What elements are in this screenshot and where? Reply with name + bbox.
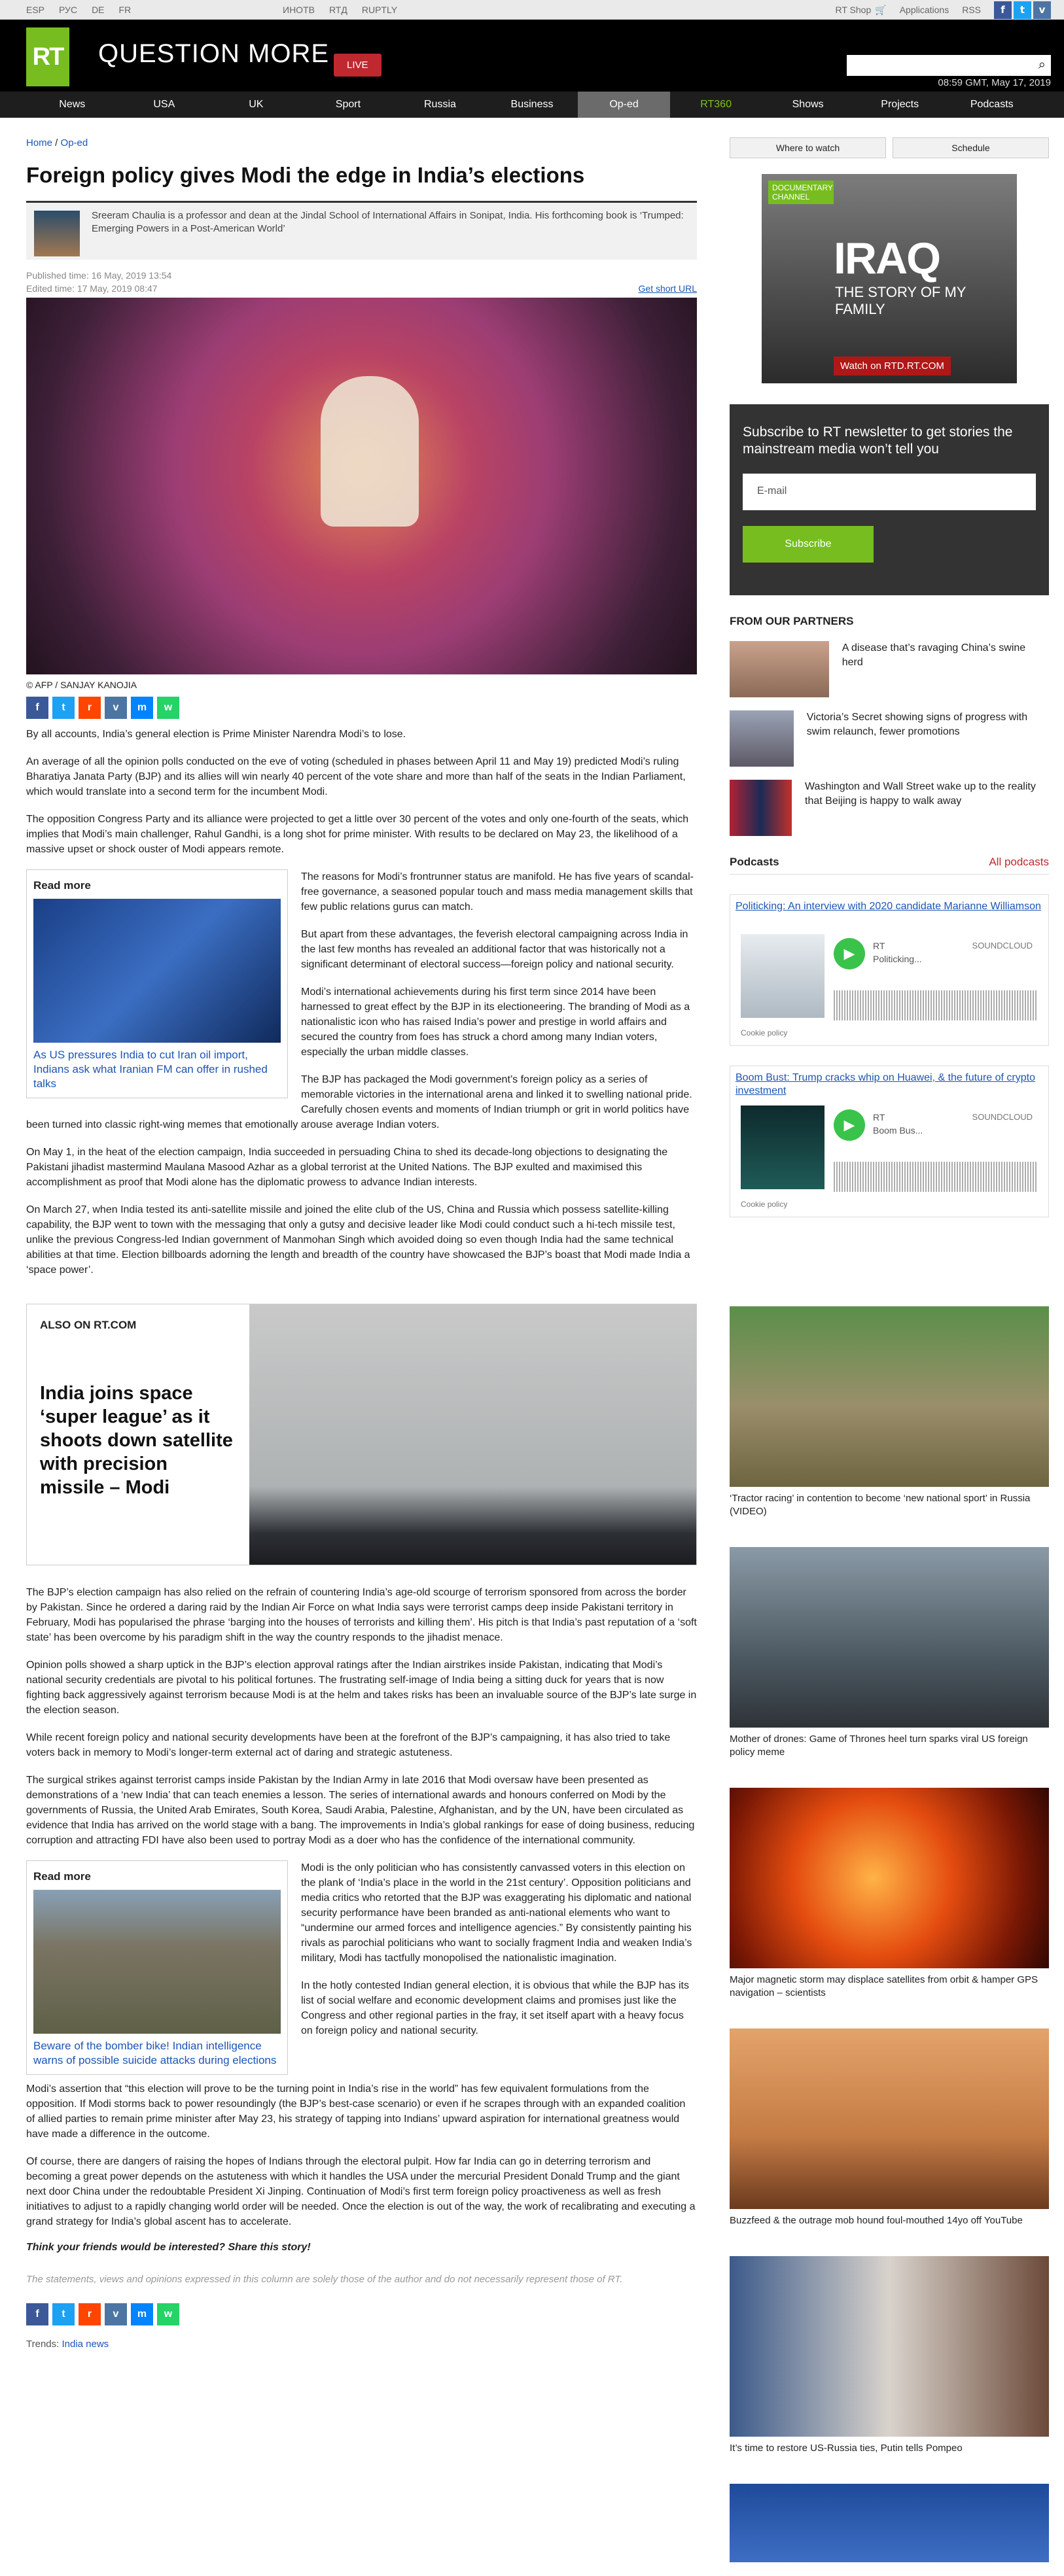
twitter-icon[interactable]: t xyxy=(1014,1,1031,19)
facebook-share-icon[interactable]: f xyxy=(26,697,48,719)
ad-title: IRAQ xyxy=(834,234,940,283)
main-nav xyxy=(0,92,1064,118)
news-card[interactable] xyxy=(730,1306,1049,1518)
search-input[interactable] xyxy=(847,55,1051,76)
partner-image[interactable] xyxy=(730,780,792,836)
rt-logo[interactable]: RT xyxy=(26,27,69,86)
lang-esp[interactable]: ESP xyxy=(26,5,45,15)
play-icon[interactable]: ▶ xyxy=(834,938,865,969)
ad-cta[interactable]: Watch on RTD.RT.COM xyxy=(834,357,951,375)
article-paragraph: Of course, there are dangers of raising the hopes of Indians through the electoral pulpit. How far India can go in deterring terrorism and becoming a great power depends on the astuteness with which it handles the USA under the mercurial President Donald Trump and the giant next door China under the redoubtable President Xi Jinping. Continuation of Modi’s first term foreign policy proactiveness as well as fresh initiatives to adjust to a rapidly changing world order will be needed. Once the election is out of the way, the work of recalibrating and executing a grand strategy for India’s global ascent has to accelerate. xyxy=(26,2156,696,2227)
card-image[interactable] xyxy=(730,2484,1049,2562)
podcast-episode: Politicking... xyxy=(873,954,922,964)
cart-icon: 🛒 xyxy=(875,4,887,15)
rss-link[interactable]: RSS xyxy=(962,5,981,15)
live-button[interactable]: LIVE xyxy=(334,54,381,77)
podcasts-header xyxy=(730,856,1049,875)
podcast-artwork[interactable] xyxy=(741,1105,825,1189)
top-tools xyxy=(836,0,1051,20)
article-paragraph: An average of all the opinion polls conducted on the eve of voting (scheduled in phases between April 11 and May 19) predicted Modi’s ruling Bharatiya Janata Party (BJP) and its allies will win nearly 40 percent of the vote share and more than half of the seats in the Indian Parliament, which would translate into a second term for the incumbent Modi. xyxy=(26,756,686,797)
nav-projects[interactable]: Projects xyxy=(881,99,919,110)
whatsapp-share-icon[interactable]: w xyxy=(157,2303,179,2325)
podcast-channel[interactable]: RT xyxy=(873,941,885,951)
author-box xyxy=(26,201,697,260)
newsletter-box xyxy=(730,404,1049,595)
facebook-icon[interactable]: f xyxy=(994,1,1012,19)
article-lead: By all accounts, India’s general election is Prime Minister Narendra Modi’s to lose. xyxy=(26,729,406,740)
read-more-box xyxy=(26,869,288,1098)
article-paragraph: While recent foreign policy and national security developments have been at the forefront of the BJP’s campaigning, it has also tried to take voters back in memory to Modi’s longer-term external act of daring and strategic astuteness. xyxy=(26,1732,671,1758)
article-column xyxy=(26,118,697,2350)
nav-uk[interactable]: UK xyxy=(249,99,264,110)
read-more-image[interactable] xyxy=(33,899,281,1043)
trends-link[interactable]: India news xyxy=(62,2339,109,2350)
vk-share-icon[interactable]: v xyxy=(105,697,127,719)
waveform[interactable] xyxy=(834,990,1038,1020)
card-image[interactable] xyxy=(730,2028,1049,2209)
twitter-share-icon[interactable]: t xyxy=(52,697,75,719)
tagline: QUESTION MORE xyxy=(98,39,330,68)
edited-time: Edited time: 17 May, 2019 08:47 xyxy=(26,283,158,294)
read-more-label: Read more xyxy=(33,879,91,892)
also-title[interactable]: India joins space ‘super league’ as it shoots down satellite with precision missile – Modi xyxy=(40,1383,233,1498)
podcast-title[interactable]: Politicking: An interview with 2020 candidate Marianne Williamson xyxy=(736,901,1041,912)
ad-subtitle: THE STORY OF MY FAMILY xyxy=(835,284,966,317)
published-time: Published time: 16 May, 2019 13:54 xyxy=(26,270,172,281)
search-icon[interactable]: ⌕ xyxy=(1038,58,1046,72)
ad-channel: DOCUMENTARY CHANNEL xyxy=(768,181,834,204)
article-paragraph: In the hotly contested Indian general election, it is obvious that while the BJP has its list of social welfare and economic development claims and promises just like the Congress and other regional parties in the fray, it set itself apart with a heavy focus on foreign policy and national security. xyxy=(301,1980,689,2036)
share-bar-top xyxy=(26,697,697,719)
partner-rtd[interactable]: RTД xyxy=(328,5,347,15)
vk-icon[interactable]: v xyxy=(1033,1,1051,19)
lang-rus[interactable]: РУС xyxy=(59,5,78,15)
partner-item[interactable] xyxy=(730,780,1049,836)
lang-de[interactable]: DE xyxy=(92,5,105,15)
podcast-channel[interactable]: RT xyxy=(873,1112,885,1123)
share-bar-bottom xyxy=(26,2303,697,2325)
short-url-link[interactable]: Get short URL xyxy=(638,283,697,294)
partner-item[interactable] xyxy=(730,641,1049,697)
share-prompt: Think your friends would be interested? Share this story! xyxy=(26,2242,311,2253)
datetime: 08:59 GMT, May 17, 2019 xyxy=(938,77,1051,88)
reddit-share-icon[interactable]: r xyxy=(79,697,101,719)
news-card[interactable] xyxy=(730,2484,1049,2562)
disclaimer: The statements, views and opinions expressed in this column are solely those of the author and do not necessarily represent those of RT. xyxy=(26,2274,623,2285)
read-more-label: Read more xyxy=(33,1870,91,1883)
partner-ruptly[interactable]: RUPTLY xyxy=(361,5,398,15)
partner-item[interactable] xyxy=(730,710,1049,767)
rt-shop-link[interactable]: RT Shop xyxy=(835,5,872,15)
hero-image xyxy=(26,298,697,674)
article-dates xyxy=(26,269,697,295)
read-more-image[interactable] xyxy=(33,1890,281,2034)
card-image[interactable] xyxy=(730,1306,1049,1487)
nav-usa[interactable]: USA xyxy=(153,99,175,110)
article-paragraph: On May 1, in the heat of the election campaign, India succeeded in persuading China to shed its decade-long objections to designating the Pakistani jihadist mastermind Maulana Masood Azhar as a global terrorist at the United Nations. The BJP exulted and maximised this accomplishment as proof that Modi alone has the diplomatic prowess to advance Indian interests. xyxy=(26,1147,668,1188)
also-label: ALSO ON RT.COM xyxy=(40,1319,137,1331)
rtd-ad-banner[interactable] xyxy=(762,174,1017,383)
nav-sport[interactable]: Sport xyxy=(335,99,361,110)
photo-credit: © AFP / SANJAY KANOJIA xyxy=(26,680,137,690)
cookie-policy-link[interactable]: Cookie policy xyxy=(741,1200,788,1209)
cookie-policy-link[interactable]: Cookie policy xyxy=(741,1028,788,1037)
also-on-rt-box[interactable] xyxy=(26,1304,697,1565)
nav-podcasts[interactable]: Podcasts xyxy=(970,99,1014,110)
news-card[interactable] xyxy=(730,1547,1049,1759)
sidebar xyxy=(730,137,1049,2562)
partner-title[interactable]: A disease that’s ravaging China’s swine herd xyxy=(842,642,1026,668)
facebook-share-icon[interactable]: f xyxy=(26,2303,48,2325)
partner-inotv[interactable]: ИНОТВ xyxy=(283,5,315,15)
read-more-link[interactable]: Beware of the bomber bike! Indian intelligence warns of possible suicide attacks during elections xyxy=(33,2040,277,2066)
nav-business[interactable]: Business xyxy=(510,99,554,110)
card-image[interactable] xyxy=(730,2256,1049,2437)
partner-links xyxy=(283,5,397,15)
language-links xyxy=(26,5,131,15)
article-paragraph: Modi’s international achievements during his first term since 2014 have been harnessed to great effect by the BJP in its electioneering. The branding of Modi as a nationalistic icon who has raised India’s power and prestige in world affairs and secured the country from foes has struck a chord among many Indian voters, especially the urban middle classes. xyxy=(301,986,690,1058)
article-paragraph: Modi is the only politician who has consistently canvassed voters in this election on the plank of ‘India’s place in the world in the 21st century’. Opposition politicians and media critics who retorted that the BJP was exaggerating his diplomatic and national security performance have been branded as anti-national elements who want to “undermine our armed forces and intelligence agencies.” By consistently painting his rivals as parochial politicians who want to socially fragment India and weaken India’s military, Modi has tactfully monopolised the nationalistic imagination. xyxy=(301,1862,692,1964)
masthead xyxy=(0,20,1064,92)
nav-news[interactable]: News xyxy=(59,99,86,110)
applications-link[interactable]: Applications xyxy=(899,5,949,15)
article-paragraph: But apart from these advantages, the feverish electoral campaigning across India in the last few months has revealed an additional factor that was historically not a significant determinant of electoral success—foreign policy and national security. xyxy=(301,929,688,970)
twitter-share-icon[interactable]: t xyxy=(52,2303,75,2325)
read-more-box xyxy=(26,1860,288,2075)
messenger-share-icon[interactable]: m xyxy=(131,2303,153,2325)
newsletter-title: Subscribe to RT newsletter to get stories the mainstream media won’t tell you xyxy=(743,425,1013,457)
play-icon[interactable]: ▶ xyxy=(834,1109,865,1141)
messenger-share-icon[interactable]: m xyxy=(131,697,153,719)
schedule-buttons xyxy=(730,137,1049,158)
top-utility-bar xyxy=(0,0,1064,20)
nav-rt360[interactable]: RT360 xyxy=(700,99,732,110)
whatsapp-share-icon[interactable]: w xyxy=(157,697,179,719)
podcast-meta xyxy=(873,1111,923,1137)
podcast-meta xyxy=(873,939,922,966)
podcasts-heading: Podcasts xyxy=(730,856,779,868)
article-paragraph: Modi’s assertion that “this election will prove to be the turning point in India’s rise in the world” has few equivalent formulations from the opposition. If Modi storms back to power resoundingly (the BJP’s best-case scenario) or even if he scrapes through with an expanded coalition of allied parties to remain prime minister after May 23, his strategy of tapping into Indians’ upward aspiration for international greatness would have made a difference in the outcome. xyxy=(26,2083,686,2140)
nav-shows[interactable]: Shows xyxy=(792,99,824,110)
news-card[interactable] xyxy=(730,2256,1049,2455)
podcast-title[interactable]: Boom Bust: Trump cracks whip on Huawei, & the future of crypto investment xyxy=(736,1072,1035,1096)
breadcrumb-op-ed[interactable]: Op-ed xyxy=(60,137,88,148)
podcast-artwork[interactable] xyxy=(741,934,825,1018)
vk-share-icon[interactable]: v xyxy=(105,2303,127,2325)
article-paragraph: The reasons for Modi’s frontrunner status are manifold. He has five years of scandal-free governance, a seasoned popular touch and mass media management skills that few public relations gurus can match. xyxy=(301,871,694,913)
card-title[interactable]: ‘Tractor racing’ in contention to become ‘new national sport’ in Russia (VIDEO) xyxy=(730,1493,1031,1517)
podcast-episode: Boom Bus... xyxy=(873,1125,923,1136)
podcast-player xyxy=(730,894,1049,1046)
soundcloud-logo[interactable]: SOUNDCLOUD xyxy=(972,1112,1033,1122)
nav-op-ed[interactable]: Op-ed xyxy=(578,92,670,118)
card-title[interactable]: Major magnetic storm may displace satellites from orbit & hamper GPS navigation – scientists xyxy=(730,1974,1038,1998)
card-image[interactable] xyxy=(730,1788,1049,1968)
soundcloud-logo[interactable]: SOUNDCLOUD xyxy=(972,941,1033,950)
waveform[interactable] xyxy=(834,1162,1038,1192)
article-title: Foreign policy gives Modi the edge in India’s elections xyxy=(26,163,585,187)
nav-russia[interactable]: Russia xyxy=(424,99,456,110)
all-podcasts-link[interactable]: All podcasts xyxy=(989,856,1049,868)
article-paragraph: On March 27, when India tested its anti-satellite missile and joined the elite club of the US, China and Russia which possess satellite-killing capability, the BJP went to town with the messaging that only a gutsy and decisive leader like Modi could conduct such a hi-tech missile test, unlike the previous Congress-led Indian government of Manmohan Singh which avoided doing so even though India had the same technical abilities at that time. Election billboards adorning the length and breadth of the country have showcased the BJP’s boast that Modi made India a ‘space power’. xyxy=(26,1204,690,1276)
card-title[interactable]: Mother of drones: Game of Thrones heel turn sparks viral US foreign policy meme xyxy=(730,1733,1028,1758)
article-paragraph: The surgical strikes against terrorist camps inside Pakistan by the Indian Army in late 2016 that Modi oversaw have been presented as demonstrations of a ‘new India’ that can teach enemies a lesson. The series of international awards and honours conferred on Modi by the governments of Russia, the United Arab Emirates, South Korea, Saudi Arabia, Palestine, Afghanistan, and by the UN, have been circulated as evidence that India has arrived on the world stage with a bang. The improvements in India’s global rankings for ease of doing business, reducing corruption and attracting FDI have also been used to portray Modi as a doer who has the confidence of the international community. xyxy=(26,1775,695,1846)
partners-heading: FROM OUR PARTNERS xyxy=(730,615,854,627)
schedule-button[interactable]: Schedule xyxy=(893,137,1049,158)
card-title[interactable]: It’s time to restore US-Russia ties, Putin tells Pompeo xyxy=(730,2443,963,2454)
news-card[interactable] xyxy=(730,2028,1049,2227)
breadcrumb-home[interactable]: Home xyxy=(26,137,53,148)
article-paragraph: The opposition Congress Party and its alliance were projected to get a little over 30 percent of the votes and only one-fourth of the seats, which implies that Modi’s main challenger, Rahul Gandhi, is a long shot for prime minister. With results to be declared on May 23, the likelihood of a massive upset or shock ouster of Modi appears remote. xyxy=(26,814,689,855)
subscribe-button[interactable]: Subscribe xyxy=(743,526,874,563)
partner-title[interactable]: Washington and Wall Street wake up to the reality that Beijing is happy to walk away xyxy=(805,781,1036,807)
article-paragraph: Opinion polls showed a sharp uptick in the BJP’s election approval ratings after the Indian airstrikes inside Pakistan, indicating that Modi’s national security credentials are pivotal to his political fortunes. The frustrating self-image of India being a sitting duck for years that is now fighting back aggressively against terrorism because Modi is at the helm and takes risks has been an invaluable source of the BJP’s late surge in the election season. xyxy=(26,1660,697,1716)
where-to-watch-button[interactable]: Where to watch xyxy=(730,137,886,158)
breadcrumb: Home / Op-ed xyxy=(26,137,88,148)
card-image[interactable] xyxy=(730,1547,1049,1728)
trends xyxy=(26,2339,697,2350)
podcast-player xyxy=(730,1066,1049,1217)
trends-label: Trends: xyxy=(26,2339,60,2350)
article-paragraph: The BJP’s election campaign has also relied on the refrain of countering India’s age-old scourge of terrorism sponsored from across the border by Pakistan. Since he ordered a daring raid by the Indian Air Force on what India says were terrorist camps deep inside Pakistani territory in February, Modi has popularised the phrase ‘barging into the houses of terrorists and killing them’. His pitch is that India’s past reputation of a ‘soft state’ has been overcome by his paradigm shift in the way the country responds to the jihadist menace. xyxy=(26,1587,697,1643)
also-image[interactable] xyxy=(249,1304,696,1565)
reddit-share-icon[interactable]: r xyxy=(79,2303,101,2325)
author-photo[interactable] xyxy=(34,211,80,256)
author-bio: Sreeram Chaulia is a professor and dean at the Jindal School of International Affairs in Sonipat, India. His forthcoming book is ‘Trumped: Emerging Powers in a Post-American World’ xyxy=(92,210,684,234)
lang-fr[interactable]: FR xyxy=(118,5,132,15)
partner-title[interactable]: Victoria’s Secret showing signs of progress with swim relaunch, fewer promotions xyxy=(806,712,1028,737)
card-title[interactable]: Buzzfeed & the outrage mob hound foul-mouthed 14yo off YouTube xyxy=(730,2215,1023,2226)
news-card[interactable] xyxy=(730,1788,1049,2000)
partner-image[interactable] xyxy=(730,710,794,767)
read-more-link[interactable]: As US pressures India to cut Iran oil import, Indians ask what Iranian FM can offer in rushed talks xyxy=(33,1049,268,1090)
email-field[interactable]: E-mail xyxy=(743,474,1036,510)
article-paragraph: The BJP has packaged the Modi government’s foreign policy as a series of memorable victories in the international arena and linked it to swelling national pride. Carefully chosen events and moments of Indian triumph or grit in world politics have been turned into classic right-wing memes that emotionally arouse average Indian voters. xyxy=(26,1074,692,1130)
partner-image[interactable] xyxy=(730,641,829,697)
